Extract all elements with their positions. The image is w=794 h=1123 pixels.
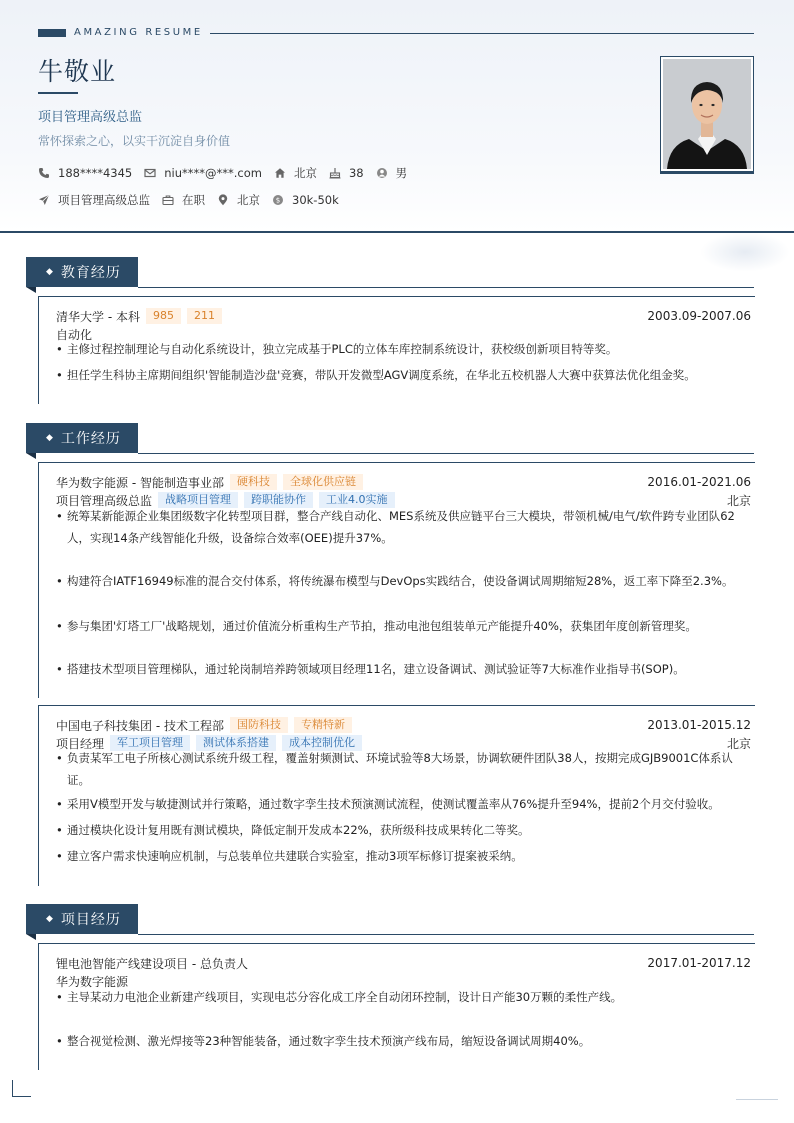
bullet-text: 建立客户需求快速响应机制，与总装单位共建联合实验室，推动3项军标修订提案被采纳。: [67, 849, 523, 863]
svg-text:$: $: [275, 196, 281, 205]
job-title: 项目经理: [56, 736, 105, 751]
entry-header: [56, 474, 751, 490]
tag-badge: 985: [146, 308, 181, 324]
status-item: [162, 192, 205, 208]
candidate-name: 牛敬业: [38, 57, 117, 86]
phone-value: 188****4345: [58, 166, 133, 180]
list-item: • 担任学生科协主席期间组织'智能制造沙盘'竞赛，带队开发微型AGV调度系统，在华北五校机器人大赛中获算法优化组金奖。: [56, 368, 696, 382]
tag-badge: 全球化供应链: [283, 474, 363, 490]
ribbon-fold: [26, 453, 36, 459]
school-name: 清华大学 - 本科: [56, 309, 140, 324]
list-item: • 构建符合IATF16949标准的混合交付体系，将传统瀑布模型与DevOps实践结合，使设备调试周期缩短28%，返工率下降至2.3%。: [56, 574, 734, 588]
portrait-image: [663, 59, 751, 169]
briefcase-icon: [162, 194, 174, 206]
section-title-text: 项目经历: [60, 912, 121, 928]
gender-value: 男: [395, 166, 408, 180]
status-value: 在职: [182, 193, 205, 207]
target-position-item: [38, 192, 150, 208]
ribbon-fold: [26, 934, 36, 940]
email-item: [144, 166, 262, 180]
salary-item: [272, 193, 339, 207]
diamond-icon: ◆: [46, 433, 54, 443]
entry-date: 2016.01-2021.06: [647, 475, 751, 489]
job-location: 北京: [726, 493, 751, 508]
list-item: • 整合视觉检测、激光焊接等23种智能装备，通过数字孪生技术预演产线布局，缩短设备调试周期40%。: [56, 1034, 591, 1048]
contact-row: [38, 165, 419, 181]
list-item: • 统筹某新能源企业集团级数字化转型项目群，整合产线自动化、MES系统及供应链平台三大模块，带领机械/电气/软件跨专业团队62人，实现14条产线智能化升级，设备综合效率(OEE)提升37%。: [56, 509, 735, 545]
home-icon: [274, 167, 286, 179]
target-city-item: [217, 192, 260, 208]
education-section-title: [26, 257, 138, 287]
city-value: 北京: [293, 166, 317, 180]
project-entry: [38, 943, 755, 1070]
phone-icon: [38, 167, 50, 179]
city-item: [274, 165, 317, 181]
tag-badge: 专精特新: [294, 717, 352, 733]
entry-date: 2017.01-2017.12: [647, 956, 751, 970]
education-entry: [38, 296, 755, 404]
phone-item: [38, 166, 132, 180]
bullet-text: 采用V模型开发与敏捷测试并行策略，通过数字孪生技术预演测试流程，使测试覆盖率从76%提升至94%，提前2个月交付验收。: [67, 797, 720, 811]
diamond-icon: ◆: [46, 267, 54, 277]
company-name: 华为数字能源 - 智能制造事业部: [56, 475, 224, 490]
list-item: • 建立客户需求快速响应机制，与总装单位共建联合实验室，推动3项军标修订提案被采纳。: [56, 849, 523, 863]
company-name: 中国电子科技集团 - 技术工程部: [56, 718, 224, 733]
bullet-text: 担任学生科协主席期间组织'智能制造沙盘'竞赛，带队开发微型AGV调度系统，在华北五校机器人大赛中获算法优化组金奖。: [67, 368, 696, 382]
list-item: • 参与集团'灯塔工厂'战略规划，通过价值流分析重构生产节拍，推动电池包组装单元产能提升40%，获集团年度创新管理奖。: [56, 619, 697, 633]
list-item: • 通过模块化设计复用既有测试模块，降低定制开发成本22%，获所级科技成果转化二等奖。: [56, 823, 530, 837]
job-location: 北京: [726, 736, 751, 751]
entry-top-line: [39, 462, 755, 463]
job-title: 项目管理高级总监: [56, 493, 153, 508]
salary-value: 30k-50k: [292, 193, 339, 207]
tag-badge: 硬科技: [230, 474, 277, 490]
entry-top-line: [39, 705, 755, 706]
work-section-title: [26, 423, 138, 453]
page-corner-mark: [12, 1080, 31, 1097]
cake-icon: [329, 167, 341, 179]
work-entry: [38, 705, 755, 886]
resume-header: [0, 0, 794, 233]
email-value: niu****@***.com: [164, 166, 262, 180]
skill-tag: 跨职能协作: [244, 492, 313, 508]
tag-badge: 211: [187, 308, 222, 324]
bullet-text: 主修过程控制理论与自动化系统设计，独立完成基于PLC的立体车库控制系统设计，获校级创新项目特等奖。: [67, 342, 618, 356]
section-divider: [138, 287, 754, 288]
target-position-value: 项目管理高级总监: [58, 193, 150, 207]
money-icon: [272, 194, 284, 206]
decorative-glow: [700, 232, 790, 272]
brand-bar: [38, 29, 66, 37]
bullet-text: 负责某军工电子所核心测试系统升级工程，覆盖射频测试、环境试验等8大场景，协调软硬件团队38人，按期完成GJB9001C体系认证。: [67, 751, 733, 787]
target-city-value: 北京: [237, 193, 260, 207]
brand-text: AMAZING RESUME: [74, 27, 203, 38]
candidate-motto: 常怀探索之心，以实干沉淀自身价值: [38, 134, 231, 148]
entry-header: [56, 717, 751, 733]
section-title-text: 教育经历: [60, 265, 121, 281]
photo-underline: [660, 171, 754, 174]
project-section-title: [26, 904, 138, 934]
tag-badge: 国防科技: [230, 717, 288, 733]
bullet-text: 统筹某新能源企业集团级数字化转型项目群，整合产线自动化、MES系统及供应链平台三大模块，带领机械/电气/软件跨专业团队62人，实现14条产线智能化升级，设备综合效率(OEE)提升37%。: [67, 509, 735, 545]
profile-photo: [660, 56, 754, 172]
mail-icon: [144, 167, 156, 179]
ribbon-fold: [26, 287, 36, 293]
list-item: • 负责某军工电子所核心测试系统升级工程，覆盖射频测试、环境试验等8大场景，协调软硬件团队38人，按期完成GJB9001C体系认证。: [56, 751, 733, 787]
gender-icon: [376, 167, 388, 179]
skill-tag: 测试体系搭建: [196, 735, 276, 751]
skill-tag: 工业4.0实施: [319, 492, 395, 508]
age-item: [329, 166, 364, 180]
list-item: • 主修过程控制理论与自动化系统设计，独立完成基于PLC的立体车库控制系统设计，获校级创新项目特等奖。: [56, 342, 618, 356]
section-divider: [138, 453, 754, 454]
skill-tag: 战略项目管理: [158, 492, 238, 508]
bullet-text: 通过模块化设计复用既有测试模块，降低定制开发成本22%，获所级科技成果转化二等奖。: [67, 823, 530, 837]
job-intent-row: [38, 192, 351, 208]
project-name: 锂电池智能产线建设项目 - 总负责人: [56, 956, 248, 971]
bullet-text: 整合视觉检测、激光焊接等23种智能装备，通过数字孪生技术预演产线布局，缩短设备调试周期40%。: [67, 1034, 591, 1048]
major-name: 自动化: [56, 327, 93, 342]
project-company: 华为数字能源: [56, 974, 129, 989]
bullet-text: 构建符合IATF16949标准的混合交付体系，将传统瀑布模型与DevOps实践结合，使设备调试周期缩短28%，返工率下降至2.3%。: [67, 574, 734, 588]
list-item: • 采用V模型开发与敏捷测试并行策略，通过数字孪生技术预演测试流程，使测试覆盖率从76%提升至94%，提前2个月交付验收。: [56, 797, 720, 811]
skill-tag: 成本控制优化: [282, 735, 362, 751]
bullet-text: 主导某动力电池企业新建产线项目，实现电芯分容化成工序全自动闭环控制，设计日产能30万颗的柔性产线。: [67, 990, 623, 1004]
section-title-text: 工作经历: [60, 431, 121, 447]
age-value: 38: [348, 166, 364, 180]
entry-date: 2013.01-2015.12: [647, 718, 751, 732]
send-icon: [38, 194, 50, 206]
skill-tag: 军工项目管理: [110, 735, 190, 751]
entry-date: 2003.09-2007.06: [647, 309, 751, 323]
list-item: • 搭建技术型项目管理梯队，通过轮岗制培养跨领域项目经理11名，建立设备调试、测试验证等7大标准作业指导书(SOP)。: [56, 662, 685, 676]
candidate-title: 项目管理高级总监: [38, 110, 143, 125]
list-item: • 主导某动力电池企业新建产线项目，实现电芯分容化成工序全自动闭环控制，设计日产能30万颗的柔性产线。: [56, 990, 623, 1004]
entry-top-line: [39, 943, 755, 944]
entry-top-line: [39, 296, 755, 297]
work-entry: [38, 462, 755, 698]
section-divider: [138, 934, 754, 935]
page-corner-line: [736, 1099, 778, 1100]
bullet-text: 搭建技术型项目管理梯队，通过轮岗制培养跨领域项目经理11名，建立设备调试、测试验证等7大标准作业指导书(SOP)。: [67, 662, 685, 676]
gender-item: [376, 165, 408, 181]
location-pin-icon: [217, 194, 229, 206]
brand-divider: [210, 33, 754, 34]
name-underline: [38, 92, 78, 94]
bullet-text: 参与集团'灯塔工厂'战略规划，通过价值流分析重构生产节拍，推动电池包组装单元产能提升40%，获集团年度创新管理奖。: [67, 619, 697, 633]
diamond-icon: ◆: [46, 914, 54, 924]
entry-header: [56, 308, 751, 324]
entry-header: [56, 955, 751, 971]
